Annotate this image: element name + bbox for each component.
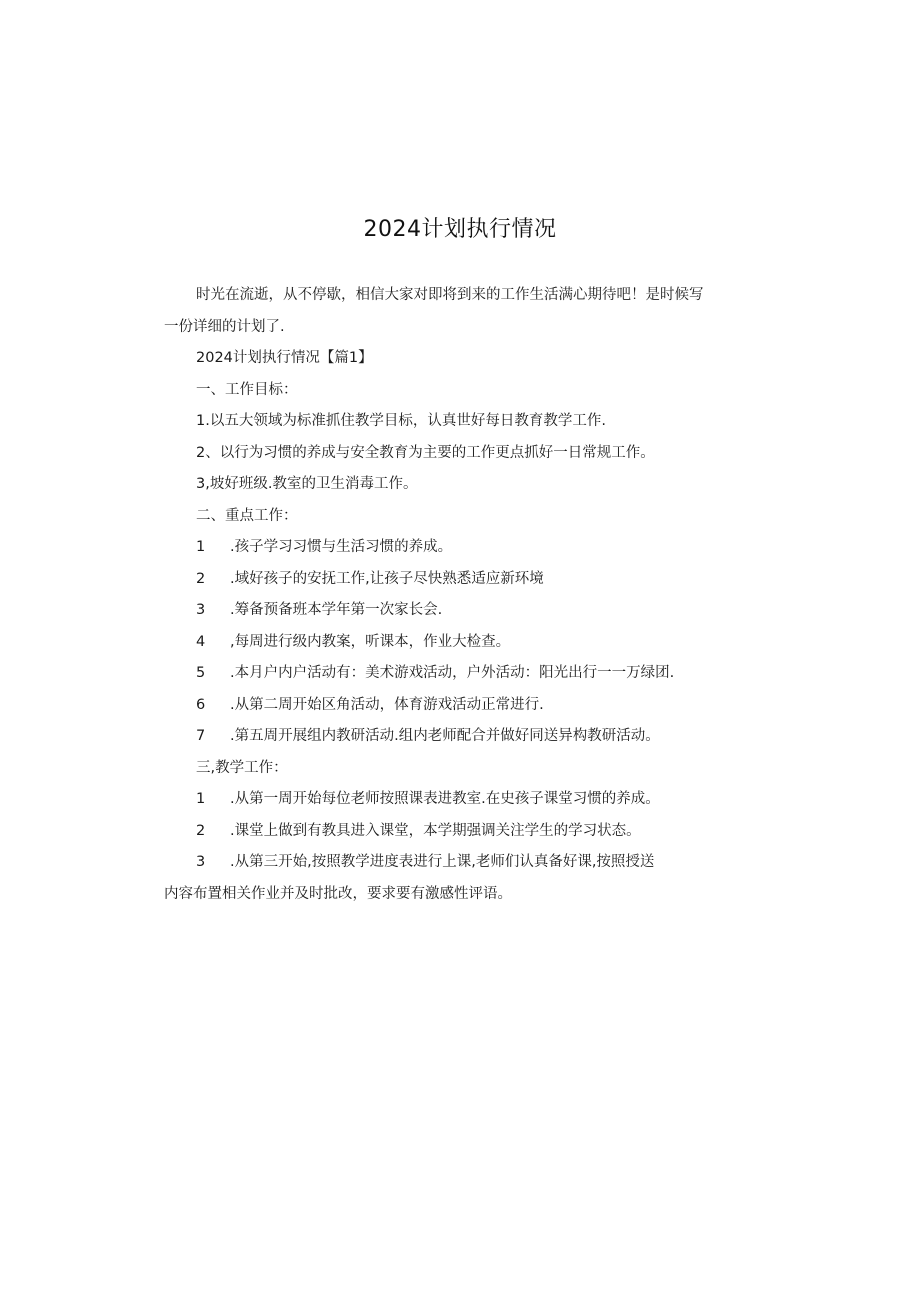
item-text: ,每周进行级内教案，听课本，作业大检查。 bbox=[230, 633, 511, 650]
item-number: 7 bbox=[196, 728, 206, 744]
section3-item bbox=[164, 784, 754, 816]
section3-item bbox=[164, 847, 754, 879]
section2-item bbox=[164, 690, 754, 722]
item-number: 3 bbox=[196, 854, 206, 870]
item-text: .从第二周开始区角活动，体育游戏活动正常进行. bbox=[230, 696, 544, 713]
subtitle: 2024计划执行情况【篇1】 bbox=[196, 350, 373, 366]
section1-item: 3,坡好班级.教室的卫生消毒工作。 bbox=[196, 476, 418, 492]
section2-item bbox=[164, 595, 754, 627]
item-text: .从第三开始,按照教学进度表进行上课,老师们认真备好课,按照授送 bbox=[230, 854, 655, 870]
section2-item bbox=[164, 658, 754, 690]
section3-item bbox=[164, 816, 754, 848]
item-number: 1 bbox=[196, 791, 206, 807]
item-number: 5 bbox=[196, 665, 206, 681]
item-number: 2 bbox=[196, 822, 206, 839]
intro-paragraph-line2: 一份详细的计划了. bbox=[164, 318, 285, 335]
item-text: .域好孩子的安抚工作,让孩子尽快熟悉适应新环境 bbox=[230, 570, 544, 587]
section2-item bbox=[164, 564, 754, 596]
item-text: .本月户内户活动有：美术游戏活动，户外活动：阳光出行一一万绿团. bbox=[230, 665, 675, 681]
section1-item: 2、以行为习惯的养成与安全教育为主要的工作更点抓好一日常规工作。 bbox=[196, 444, 655, 461]
section3-heading: 三,教学工作： bbox=[196, 759, 288, 776]
item-number: 6 bbox=[196, 696, 206, 713]
item-number: 1 bbox=[196, 539, 206, 555]
intro-paragraph-line1: 时光在流逝，从不停歇，相信大家对即将到来的工作生活满心期待吧！是时候写 bbox=[196, 287, 704, 303]
section2-item bbox=[164, 721, 754, 753]
document-title: 2024计划执行情况 bbox=[363, 217, 557, 242]
section3-continuation: 内容布置相关作业并及时批改，要求要有激感性评语。 bbox=[164, 885, 512, 902]
item-text: .课堂上做到有教具进入课堂，本学期强调关注学生的学习状态。 bbox=[230, 822, 641, 839]
item-text: .第五周开展组内教研活动.组内老师配合并做好同送异构教研活动。 bbox=[230, 728, 660, 744]
item-number: 4 bbox=[196, 633, 206, 650]
item-text: .孩子学习习惯与生活习惯的养成。 bbox=[230, 539, 453, 555]
section2-item bbox=[164, 627, 754, 659]
item-text: .从第一周开始每位老师按照课表进教室.在史孩子课堂习惯的养成。 bbox=[230, 791, 660, 807]
section1-heading: 一、工作目标： bbox=[196, 381, 298, 398]
section1-item: 1.以五大领域为标准抓住教学目标，认真世好每日教育教学工作. bbox=[196, 413, 606, 429]
item-number: 2 bbox=[196, 570, 206, 587]
item-text: .筹备预备班本学年第一次家长会. bbox=[230, 602, 443, 618]
document-body bbox=[164, 280, 754, 910]
section2-item bbox=[164, 532, 754, 564]
section2-heading: 二、重点工作： bbox=[196, 507, 298, 524]
item-number: 3 bbox=[196, 602, 206, 618]
